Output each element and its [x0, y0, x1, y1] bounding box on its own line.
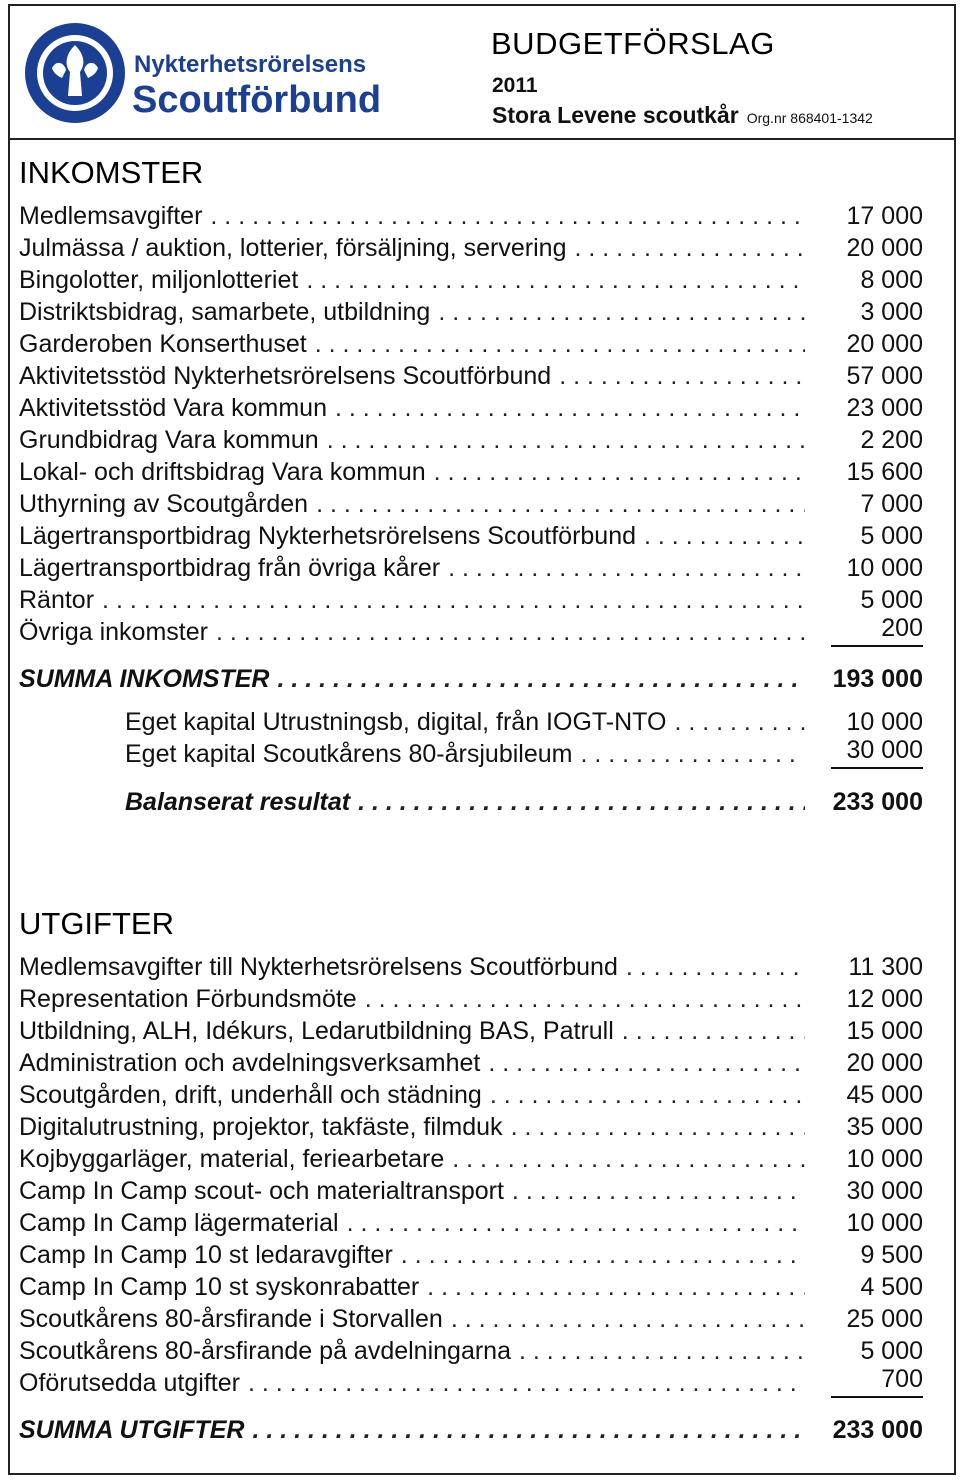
dot-leader	[574, 233, 805, 263]
dot-leader	[434, 457, 805, 487]
amount-value: 5 000	[860, 586, 923, 614]
income-row	[19, 263, 923, 295]
budget-year: 2011	[492, 74, 538, 97]
amount-value: 45 000	[846, 1081, 923, 1109]
row-label: Bingolotter, miljonlotteriet	[19, 266, 299, 294]
dot-leader	[511, 1112, 805, 1142]
row-amount	[811, 425, 923, 455]
row-amount	[811, 1016, 923, 1046]
income-row	[19, 519, 923, 551]
income-total-row	[19, 662, 923, 694]
expense-row	[19, 1334, 923, 1366]
amount-value: 30 000	[831, 735, 923, 769]
row-label: Representation Förbundsmöte	[19, 985, 357, 1013]
row-label: Balanserat resultat	[125, 788, 351, 816]
dot-leader	[248, 1368, 805, 1398]
dot-leader	[316, 489, 805, 519]
row-amount	[811, 1415, 923, 1445]
amount-value: 8 000	[860, 266, 923, 294]
dot-leader	[252, 1415, 805, 1445]
row-label: Övriga inkomster	[19, 618, 208, 646]
amount-value: 20 000	[846, 234, 923, 262]
dot-leader	[580, 739, 805, 769]
dot-leader	[306, 265, 805, 295]
balanced-result-row	[125, 785, 923, 817]
income-heading: INKOMSTER	[19, 155, 204, 190]
row-amount	[811, 1364, 923, 1398]
row-amount	[811, 1208, 923, 1238]
row-label: Scoutkårens 80-årsfirande i Storvallen	[19, 1305, 443, 1333]
amount-value: 15 600	[846, 458, 923, 486]
row-label: Räntor	[19, 586, 95, 614]
amount-value: 12 000	[846, 985, 923, 1013]
row-amount	[811, 613, 923, 647]
dot-leader	[335, 393, 805, 423]
expense-row	[19, 1366, 923, 1398]
amount-value: 10 000	[846, 1209, 923, 1237]
row-amount	[811, 393, 923, 423]
amount-value: 57 000	[846, 362, 923, 390]
amount-value: 4 500	[860, 1273, 923, 1301]
expense-row	[19, 982, 923, 1014]
amount-value: 5 000	[860, 522, 923, 550]
logo-text-line2: Scoutförbund	[132, 79, 382, 121]
dot-leader	[519, 1336, 805, 1366]
equity-row	[125, 705, 923, 737]
amount-value: 35 000	[846, 1113, 923, 1141]
income-row	[19, 391, 923, 423]
dot-leader	[277, 664, 805, 694]
income-row	[19, 231, 923, 263]
amount-value: 17 000	[846, 202, 923, 230]
row-label: Garderoben Konserthuset	[19, 330, 307, 358]
amount-value: 20 000	[846, 1049, 923, 1077]
income-row	[19, 295, 923, 327]
org-number: Org.nr 868401-1342	[746, 110, 873, 126]
income-row	[19, 455, 923, 487]
income-row	[19, 359, 923, 391]
dot-leader	[490, 1080, 805, 1110]
expense-row	[19, 1206, 923, 1238]
income-row	[19, 199, 923, 231]
amount-value: 30 000	[846, 1177, 923, 1205]
dot-leader	[438, 297, 805, 327]
dot-leader	[644, 521, 805, 551]
dot-leader	[626, 952, 805, 982]
amount-value: 5 000	[860, 1337, 923, 1365]
scout-logo	[22, 20, 394, 126]
income-row	[19, 583, 923, 615]
header	[10, 6, 954, 140]
dot-leader	[448, 553, 805, 583]
row-label: Administration och avdelningsverksamhet	[19, 1049, 481, 1077]
page-title: BUDGETFÖRSLAG	[491, 26, 775, 61]
amount-value: 15 000	[846, 1017, 923, 1045]
row-label: Lägertransportbidrag Nykterhetsrörelsens Scoutförbund	[19, 522, 637, 550]
expense-row	[19, 1238, 923, 1270]
dot-leader	[512, 1176, 805, 1206]
row-label: Scoutgården, drift, underhåll och städning	[19, 1081, 482, 1109]
amount-value: 7 000	[860, 490, 923, 518]
dot-leader	[210, 201, 805, 231]
row-amount	[811, 1272, 923, 1302]
amount-value: 233 000	[832, 788, 923, 816]
row-amount	[811, 707, 923, 737]
amount-value: 10 000	[846, 554, 923, 582]
amount-value: 3 000	[860, 298, 923, 326]
row-label: SUMMA UTGIFTER	[19, 1416, 245, 1444]
row-label: SUMMA INKOMSTER	[19, 665, 270, 693]
row-label: Aktivitetsstöd Nykterhetsrörelsens Scoutförbund	[19, 362, 552, 390]
income-row	[19, 327, 923, 359]
income-row	[19, 487, 923, 519]
row-amount	[811, 1304, 923, 1334]
dot-leader	[315, 329, 805, 359]
amount-value: 10 000	[846, 708, 923, 736]
row-amount	[811, 1336, 923, 1366]
expense-row	[19, 1110, 923, 1142]
row-amount	[811, 265, 923, 295]
row-label: Eget kapital Utrustningsb, digital, från IOGT-NTO	[125, 708, 667, 736]
amount-value: 2 200	[860, 426, 923, 454]
amount-value: 11 300	[848, 953, 923, 981]
row-label: Grundbidrag Vara kommun	[19, 426, 319, 454]
row-label: Camp In Camp lägermaterial	[19, 1209, 339, 1237]
income-row	[19, 423, 923, 455]
amount-value: 700	[831, 1364, 923, 1398]
row-label: Medlemsavgifter till Nykterhetsrörelsens Scoutförbund	[19, 953, 618, 981]
amount-value: 200	[831, 613, 923, 647]
expense-row	[19, 1078, 923, 1110]
expense-row	[19, 1174, 923, 1206]
row-amount	[811, 233, 923, 263]
dot-leader	[451, 1304, 805, 1334]
row-amount	[811, 787, 923, 817]
dot-leader	[401, 1240, 805, 1270]
row-amount	[811, 1176, 923, 1206]
expenses-heading: UTGIFTER	[19, 906, 174, 941]
row-amount	[811, 489, 923, 519]
amount-value: 10 000	[846, 1145, 923, 1173]
amount-value: 20 000	[846, 330, 923, 358]
dot-leader	[452, 1144, 805, 1174]
row-label: Digitalutrustning, projektor, takfäste, filmduk	[19, 1113, 503, 1141]
row-amount	[811, 1112, 923, 1142]
row-label: Oförutsedda utgifter	[19, 1369, 240, 1397]
row-label: Camp In Camp scout- och materialtransport	[19, 1177, 504, 1205]
row-label: Eget kapital Scoutkårens 80-årsjubileum	[125, 740, 573, 768]
org-name: Stora Levene scoutkår	[492, 102, 739, 128]
row-amount	[811, 1240, 923, 1270]
row-label: Julmässa / auktion, lotterier, försäljning, servering	[19, 234, 567, 262]
row-label: Kojbyggarläger, material, feriearbetare	[19, 1145, 445, 1173]
equity-row	[125, 737, 923, 769]
row-amount	[811, 1048, 923, 1078]
row-amount	[811, 521, 923, 551]
row-amount	[811, 201, 923, 231]
dot-leader	[622, 1016, 805, 1046]
row-amount	[811, 952, 923, 982]
amount-value: 233 000	[832, 1416, 923, 1444]
row-label: Camp In Camp 10 st ledaravgifter	[19, 1241, 393, 1269]
expense-row	[19, 950, 923, 982]
row-label: Lokal- och driftsbidrag Vara kommun	[19, 458, 426, 486]
dot-leader	[216, 617, 805, 647]
row-label: Aktivitetsstöd Vara kommun	[19, 394, 327, 422]
organization	[492, 102, 873, 129]
row-amount	[811, 329, 923, 359]
row-amount	[811, 1080, 923, 1110]
expense-row	[19, 1142, 923, 1174]
amount-value: 25 000	[846, 1305, 923, 1333]
row-label: Utbildning, ALH, Idékurs, Ledarutbildning BAS, Patrull	[19, 1017, 614, 1045]
dot-leader	[674, 707, 805, 737]
income-row	[19, 551, 923, 583]
amount-value: 23 000	[846, 394, 923, 422]
row-amount	[811, 457, 923, 487]
dot-leader	[427, 1272, 805, 1302]
income-row	[19, 615, 923, 647]
row-amount	[811, 735, 923, 769]
row-amount	[811, 984, 923, 1014]
row-amount	[811, 664, 923, 694]
row-label: Camp In Camp 10 st syskonrabatter	[19, 1273, 420, 1301]
dot-leader	[559, 361, 805, 391]
row-amount	[811, 1144, 923, 1174]
dot-leader	[327, 425, 805, 455]
row-amount	[811, 585, 923, 615]
dot-leader	[488, 1048, 805, 1078]
amount-value: 9 500	[860, 1241, 923, 1269]
dot-leader	[102, 585, 805, 615]
expense-total-row	[19, 1413, 923, 1445]
expense-row	[19, 1270, 923, 1302]
expense-row	[19, 1046, 923, 1078]
dot-leader	[347, 1208, 805, 1238]
dot-leader	[365, 984, 805, 1014]
dot-leader	[358, 787, 805, 817]
amount-value: 193 000	[832, 665, 923, 693]
expense-row	[19, 1014, 923, 1046]
row-label: Lägertransportbidrag från övriga kårer	[19, 554, 441, 582]
row-label: Medlemsavgifter	[19, 202, 203, 230]
row-label: Scoutkårens 80-årsfirande på avdelningarna	[19, 1337, 511, 1365]
row-amount	[811, 553, 923, 583]
row-label: Distriktsbidrag, samarbete, utbildning	[19, 298, 431, 326]
row-amount	[811, 297, 923, 327]
expense-row	[19, 1302, 923, 1334]
row-label: Uthyrning av Scoutgården	[19, 490, 309, 518]
row-amount	[811, 361, 923, 391]
logo-text-line1: Nykterhetsrörelsens	[134, 51, 367, 78]
